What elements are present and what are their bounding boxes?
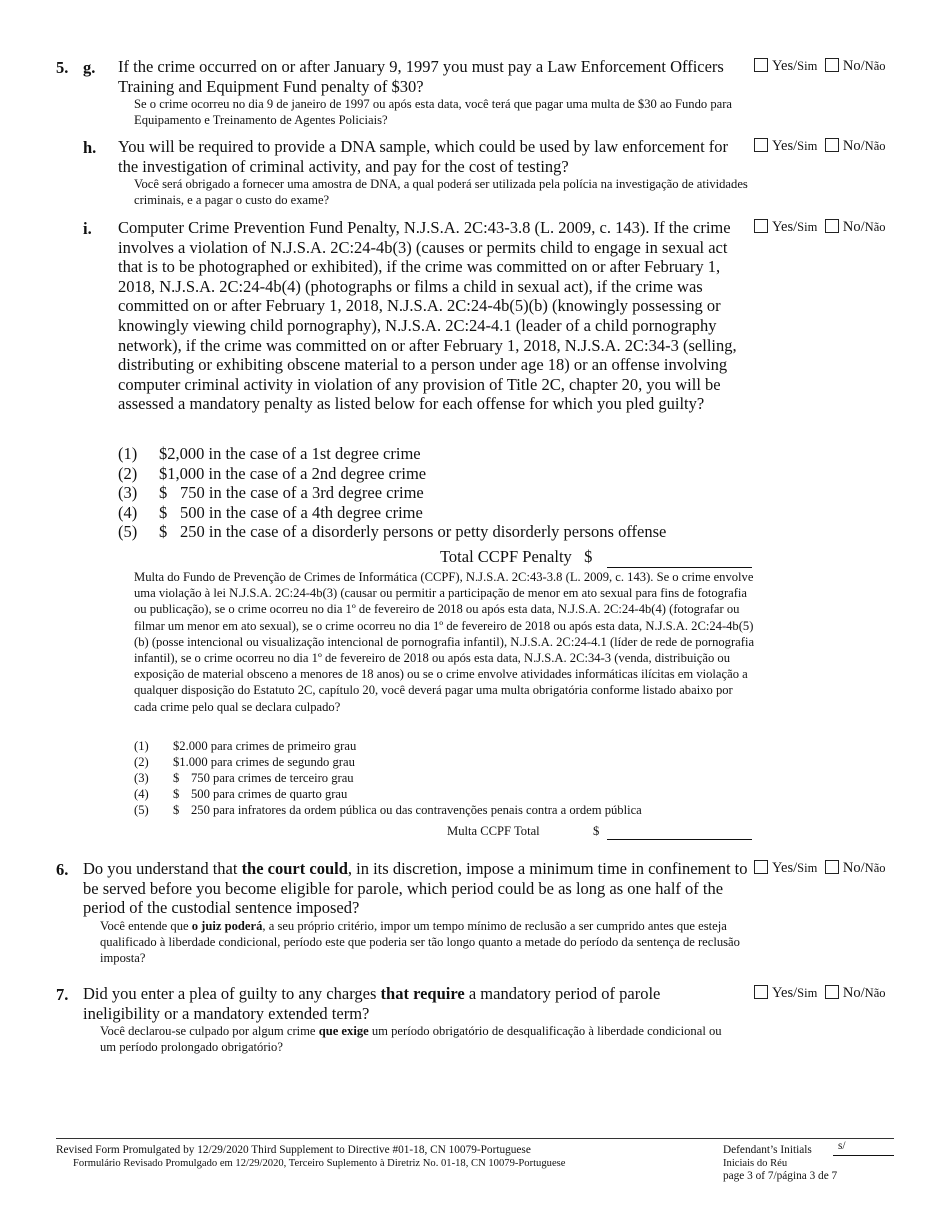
- question-number-6: 6.: [56, 860, 69, 879]
- total-ccpf-label-pt: Multa CCPF Total: [447, 824, 540, 838]
- footer-revision-en: Revised Form Promulgated by 12/29/2020 Third Supplement to Directive #01-18, CN 10079-Portuguese: [56, 1144, 531, 1156]
- item-h-text: You will be required to provide a DNA sample, which could be used by law enforcement for the investigation of criminal activity, and pay for the cost of testing?: [118, 137, 729, 176]
- yes-label-pt: Sim: [797, 139, 818, 153]
- item-letter-h: h.: [83, 138, 97, 157]
- no-label: No/: [842, 138, 865, 154]
- penalty-list-item-pt: (4) $ 500 para crimes de quarto grau: [134, 787, 348, 801]
- item-letter-i: i.: [83, 219, 92, 238]
- defendant-initials-label-pt: Iniciais do Réu: [723, 1158, 788, 1169]
- penalty-list-item: (1) $2,000 in the case of a 1st degree crime: [118, 444, 421, 463]
- yes-label-pt: Sim: [797, 220, 818, 234]
- yes-label: Yes/: [772, 138, 798, 154]
- no-label-pt: Não: [864, 986, 886, 1000]
- yes-no-6: [754, 860, 886, 877]
- item-g-text: If the crime occurred on or after January 9, 1997 you must pay a Law Enforcement Officers Training and Equipment Fund penalty of $30?: [118, 57, 724, 96]
- no-label: No/: [842, 860, 865, 876]
- penalty-list-item-pt: (1) $2.000 para crimes de primeiro grau: [134, 739, 357, 753]
- yes-no-5h: [754, 138, 886, 155]
- yes-label: Yes/: [772, 219, 798, 235]
- total-ccpf-field[interactable]: [607, 548, 752, 568]
- penalty-list-item: (5) $ 250 in the case of a disorderly persons or petty disorderly persons offense: [118, 522, 667, 541]
- yes-label-pt: Sim: [797, 59, 818, 73]
- yes-label-pt: Sim: [797, 861, 818, 875]
- yes-label-pt: Sim: [797, 986, 818, 1000]
- footer-rule: [56, 1138, 894, 1139]
- yes-checkbox-7[interactable]: [754, 985, 768, 999]
- question-6-text: Do you understand that the court could, in its discretion, impose a minimum time in confinement to be served before you become eligible for parole, which period could be as long as one half of the period of the custodial sentence imposed?: [83, 859, 748, 918]
- yes-no-7: [754, 985, 886, 1002]
- question-7-text-pt: Você declarou-se culpado por algum crime que exige um período obrigatório de desqualificação à liberdade condicional ou um período prolongado obrigatório?: [100, 1024, 722, 1055]
- yes-label: Yes/: [772, 58, 798, 74]
- total-ccpf-currency-pt: $: [593, 824, 600, 838]
- no-label: No/: [842, 58, 865, 74]
- no-checkbox-7[interactable]: [825, 985, 839, 999]
- item-i-text-pt: Multa do Fundo de Prevenção de Crimes de Informática (CCPF), N.J.S.A. 2C:43-3.8 (L. 2009, c. 143). Se o crime envolve uma violação à lei N.J.S.A. 2C:24-4b(3) (causar ou permitir a participação de menor em ato sexual para fins de fotografia ou publicação), se o crime ocorreu no dia 1º de fevereiro de 2018 ou após esta data, N.J.S.A. 2C:24-4b(4) (fotografar ou filmar um menor em ato sexual), se o crime ocorreu no dia 1º de fevereiro de 2018 ou após esta data, N.J.S.A. 2C:24-4b(5)(b) (posse intencional ou visualização intencional de pornografia infantil), N.J.S.A. 2C:24-4.1 (líder de rede de pornografia infantil), se o crime ocorreu no dia 1º de fevereiro de 2018 ou após esta data, N.J.S.A. 2C:34-3 (venda, distribuição ou exposição de material obsceno a menores de 18 anos) ou se o crime envolve atividades informáticas ilícitas em violação a qualquer disposição do Estatuto 2C, capítulo 20, você deverá pagar uma multa obrigatória conforme listado abaixo por cada crime pelo qual se declara culpado?: [134, 570, 755, 714]
- yes-label: Yes/: [772, 860, 798, 876]
- no-checkbox-6[interactable]: [825, 860, 839, 874]
- total-ccpf-label: Total CCPF Penalty $: [440, 547, 593, 566]
- total-ccpf-field-pt[interactable]: [607, 822, 752, 840]
- yes-checkbox-5h[interactable]: [754, 138, 768, 152]
- penalty-list-item: (3) $ 750 in the case of a 3rd degree crime: [118, 483, 424, 502]
- no-checkbox-5g[interactable]: [825, 58, 839, 72]
- penalty-list-item-pt: (2) $1.000 para crimes de segundo grau: [134, 755, 355, 769]
- penalty-list-item-pt: (3) $ 750 para crimes de terceiro grau: [134, 771, 354, 785]
- page-number: page 3 of 7/página 3 de 7: [723, 1170, 838, 1182]
- yes-checkbox-6[interactable]: [754, 860, 768, 874]
- no-label: No/: [842, 219, 865, 235]
- question-7-text: Did you enter a plea of guilty to any charges that require a mandatory period of parole ineligibility or a mandatory extended term?: [83, 984, 661, 1023]
- item-i-text: Computer Crime Prevention Fund Penalty, N.J.S.A. 2C:43-3.8 (L. 2009, c. 143). If the crime involves a violation of N.J.S.A. 2C:24-4b(3) (causes or permits child to engage in sexual act that is to be photographed or exhibited), if the crime was committed on or after February 1, 2018, N.J.S.A. 2C:24-4b(4) (photographs or films a child in sexual act), if the crime was committed on or after February 1, 2018, N.J.S.A. 2C:24-4b(5)(b) (knowingly possessing or knowingly viewing child pornography), N.J.S.A. 2C:24-4.1 (leader of a child pornography network), if the crime was committed on or after February 1, 2018, N.J.S.A. 2C:34-3 (selling, distributing or exhibiting obscene material to a person under age 18) or an offense involving computer criminal activity in violation of any provision of Title 2C, chapter 20, you will be assessed a mandatory penalty as listed below for each offense for which you pled guilty?: [118, 218, 737, 414]
- yes-no-5i: [754, 219, 886, 236]
- yes-checkbox-5i[interactable]: [754, 219, 768, 233]
- no-label-pt: Não: [864, 59, 886, 73]
- question-number-5: 5.: [56, 58, 69, 77]
- penalty-list-item-pt: (5) $ 250 para infratores da ordem pública ou das contravenções penais contra a ordem pública: [134, 803, 642, 817]
- penalty-list-item: (4) $ 500 in the case of a 4th degree crime: [118, 503, 423, 522]
- yes-no-5g: [754, 58, 886, 75]
- item-g-text-pt: Se o crime ocorreu no dia 9 de janeiro de 1997 ou após esta data, você terá que pagar uma multa de $30 ao Fundo para Equipamento e Treinamento de Agentes Policiais?: [134, 97, 732, 128]
- no-label-pt: Não: [864, 220, 886, 234]
- no-checkbox-5i[interactable]: [825, 219, 839, 233]
- defendant-initials-value: s/: [838, 1140, 846, 1152]
- yes-checkbox-5g[interactable]: [754, 58, 768, 72]
- item-h-text-pt: Você será obrigado a fornecer uma amostra de DNA, a qual poderá ser utilizada pela polícia na investigação de atividades criminais, e a pagar o custo do exame?: [134, 177, 748, 208]
- no-label: No/: [842, 985, 865, 1001]
- no-checkbox-5h[interactable]: [825, 138, 839, 152]
- yes-label: Yes/: [772, 985, 798, 1001]
- no-label-pt: Não: [864, 139, 886, 153]
- defendant-initials-label: Defendant’s Initials: [723, 1144, 812, 1156]
- question-6-text-pt: Você entende que o juiz poderá, a seu próprio critério, impor um tempo mínimo de reclusão a ser cumprido antes que esteja qualificado à liberdade condicional, período este que poderia ser tão longo quanto a metade do período da sentença de reclusão imposta?: [100, 919, 740, 966]
- penalty-list-item: (2) $1,000 in the case of a 2nd degree crime: [118, 464, 427, 483]
- item-letter-g: g.: [83, 58, 96, 77]
- no-label-pt: Não: [864, 861, 886, 875]
- question-number-7: 7.: [56, 985, 69, 1004]
- footer-revision-pt: Formulário Revisado Promulgado em 12/29/2020, Terceiro Suplemento à Diretriz No. 01-18, CN 10079-Portuguese: [73, 1158, 566, 1169]
